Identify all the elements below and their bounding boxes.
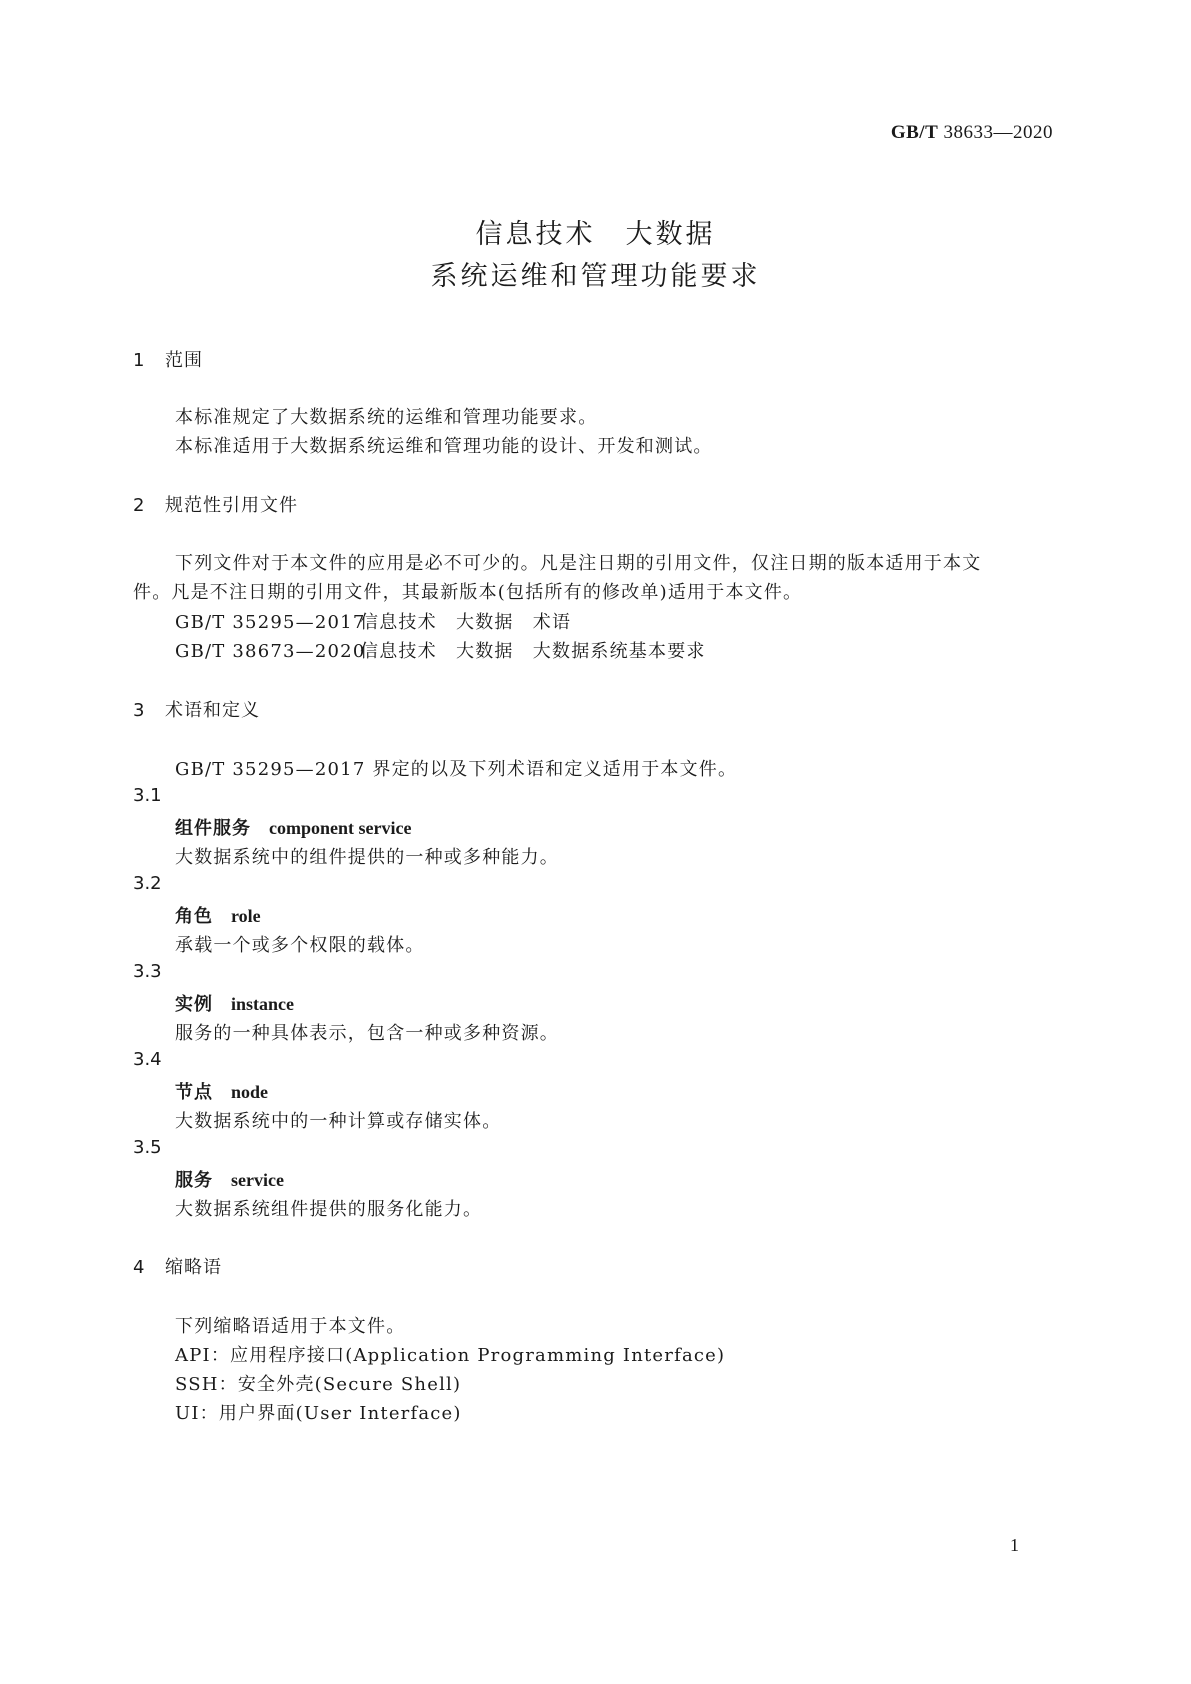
- paragraph: 下列文件对于本文件的应用是必不可少的。凡是注日期的引用文件，仅注日期的版本适用于本文: [175, 553, 982, 574]
- term-number: 3.2: [133, 873, 162, 894]
- reference-code: GB/T 38673—2020: [175, 641, 366, 662]
- term-definition: 承载一个或多个权限的载体。: [175, 935, 425, 956]
- term-definition: 大数据系统组件提供的服务化能力。: [175, 1199, 483, 1220]
- standard-code-number: 38633—2020: [943, 122, 1053, 143]
- term-zh: 服务: [175, 1170, 213, 1191]
- term-entry: [175, 990, 294, 1016]
- term-number: 3.1: [133, 785, 162, 806]
- section-number: 4: [133, 1257, 146, 1278]
- section-title: 缩略语: [165, 1257, 222, 1278]
- term-definition: 大数据系统中的一种计算或存储实体。: [175, 1111, 502, 1132]
- term-entry: [175, 902, 261, 928]
- section-title: 范围: [165, 350, 203, 371]
- term-entry: [175, 814, 411, 840]
- section-1-heading: [133, 346, 203, 372]
- reference-item: [175, 608, 571, 634]
- term-definition: 服务的一种具体表示，包含一种或多种资源。: [175, 1023, 559, 1044]
- term-number: 3.4: [133, 1049, 162, 1070]
- section-number: 1: [133, 350, 146, 371]
- paragraph: 本标准规定了大数据系统的运维和管理功能要求。: [175, 407, 598, 428]
- standard-code: [891, 122, 1053, 144]
- section-number: 2: [133, 495, 146, 516]
- term-zh: 节点: [175, 1082, 213, 1103]
- term-entry: [175, 1078, 268, 1104]
- paragraph: 下列缩略语适用于本文件。: [175, 1316, 406, 1337]
- term-entry: [175, 1166, 284, 1192]
- abbreviation-item: UI：用户界面(User Interface): [175, 1403, 462, 1424]
- document-title-line-1: 信息技术 大数据: [475, 219, 716, 250]
- term-en: node: [231, 1082, 269, 1102]
- term-en: role: [231, 906, 261, 926]
- paragraph: 本标准适用于大数据系统运维和管理功能的设计、开发和测试。: [175, 436, 713, 457]
- abbreviation-item: SSH：安全外壳(Secure Shell): [175, 1374, 462, 1395]
- reference-title: 信息技术 大数据 术语: [360, 612, 572, 633]
- section-title: 术语和定义: [165, 700, 260, 721]
- term-en: instance: [231, 994, 294, 1014]
- document-title-line-2: 系统运维和管理功能要求: [430, 261, 761, 292]
- section-4-heading: [133, 1253, 222, 1279]
- term-number: 3.3: [133, 961, 162, 982]
- term-en: service: [231, 1170, 284, 1190]
- term-zh: 实例: [175, 994, 213, 1015]
- standard-code-prefix: GB/T: [890, 122, 939, 143]
- reference-code: GB/T 35295—2017: [175, 612, 366, 633]
- paragraph: GB/T 35295—2017 界定的以及下列术语和定义适用于本文件。: [175, 759, 738, 780]
- abbreviation-item: API：应用程序接口(Application Programming Interface): [175, 1345, 726, 1366]
- section-title: 规范性引用文件: [165, 495, 298, 516]
- term-number: 3.5: [133, 1137, 162, 1158]
- reference-title: 信息技术 大数据 大数据系统基本要求: [360, 641, 706, 662]
- term-zh: 组件服务: [175, 818, 251, 839]
- term-zh: 角色: [175, 906, 213, 927]
- section-2-heading: [133, 491, 298, 517]
- term-en: component service: [269, 818, 412, 838]
- paragraph-continuation: 件。凡是不注日期的引用文件，其最新版本(包括所有的修改单)适用于本文件。: [133, 582, 803, 603]
- reference-item: [175, 637, 706, 663]
- page-number: 1: [1010, 1535, 1019, 1555]
- section-number: 3: [133, 700, 146, 721]
- section-3-heading: [133, 696, 260, 722]
- term-definition: 大数据系统中的组件提供的一种或多种能力。: [175, 847, 559, 868]
